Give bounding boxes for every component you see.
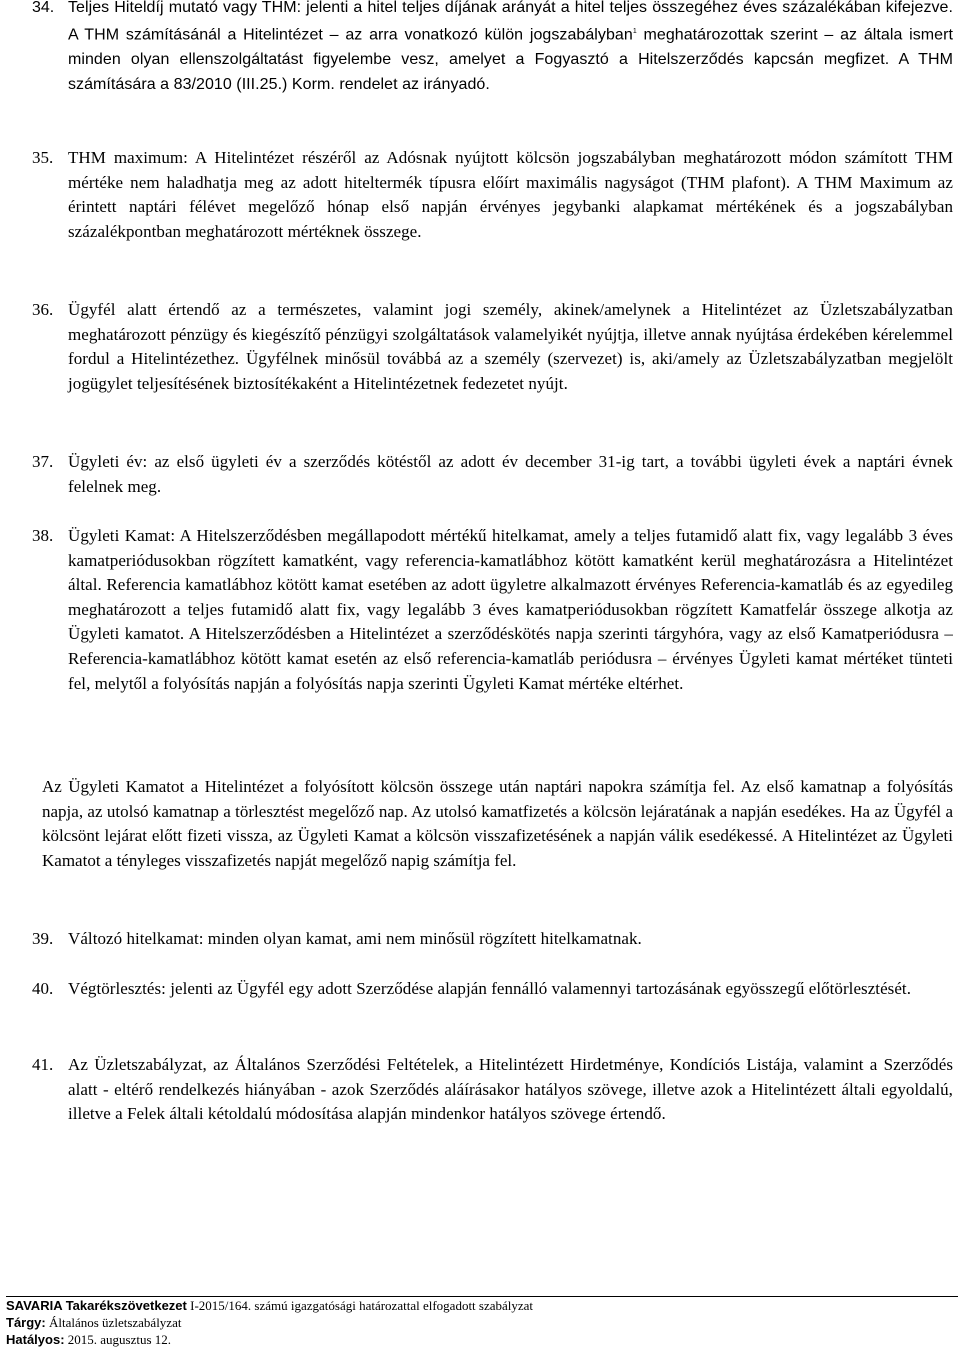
footer-subject-label: Tárgy: xyxy=(6,1315,46,1330)
page-footer xyxy=(6,1296,956,1348)
item-number: 41. xyxy=(32,1055,54,1074)
footer-org-line xyxy=(6,1296,956,1314)
item-text: Végtörlesztés: jelenti az Ügyfél egy adott Szerződése alapján fennálló valamennyi tartozásának egyösszegű előtörlesztését. xyxy=(68,979,912,998)
footer-effective-line xyxy=(6,1331,956,1348)
item-number: 35. xyxy=(32,148,54,167)
item-text: Teljes Hiteldíj mutató vagy THM: jelenti a hitel teljes díjának arányát a hitel teljes összegéhez éves százalékában kifejezve. A THM számításánál a Hitelintézet – az arra vonatkozó külön jogszabályban$^1$ meghatározottak szerint – az általa ismert minden olyan ellenszolgáltatást figyelembe vesz, amelyet a Fogyasztó a Hitelszerződés kapcsán megfizet. A THM számítására a 83/2010 (III.25.) Korm. rendelet az irányadó. xyxy=(68,0,953,93)
item-35 xyxy=(0,146,955,244)
footer-effective-label: Hatályos: xyxy=(6,1332,65,1347)
item-number: 39. xyxy=(32,929,54,948)
footer-subject-value: Általános üzletszabályzat xyxy=(45,1315,182,1330)
item-34 xyxy=(0,0,955,97)
item-text: Ügyleti Kamat: A Hitelszerződésben megállapodott mértékű hitelkamat, amely a teljes futamidő alatt fix, vagy legalább 3 éves kamatperiódusokban rögzített kamatként, vagy referencia-kamatlábhoz kötött kamatként kerül meghatározásra a Hitelintézet által. Referencia kamatlábhoz kötött kamat esetében az adott ügyletre alkalmazott érvényes Referencia-kamatláb és az egyedileg meghatározott a teljes futamidő alatt fix, vagy legalább 3 éves kamatperiódusokban rögzített Kamatfelár összege alkotja az Ügyleti kamatot. A Hitelszerződésben a Hitelintézet a szerződéskötés napja szerinti tárgyhóra, vagy az első Kamatperiódusra – Referencia-kamatlábhoz kötött kamat esetén az első referencia-kamatláb periódusra – érvényes Ügyleti kamat mértéket tünteti fel, melytől a folyósítás napján a folyósítás napja szerinti Ügyleti Kamat mértéke eltérhet. xyxy=(68,526,953,693)
item-number: 37. xyxy=(32,452,54,471)
footer-org: SAVARIA Takarékszövetkezet xyxy=(6,1298,187,1313)
item-41 xyxy=(0,1053,955,1127)
item-37 xyxy=(0,450,955,499)
paragraph-interest-calculation: Az Ügyleti Kamatot a Hitelintézet a folyósított kölcsön összege után naptári napokra számítja fel. Az első kamatnap a folyósítás napja, az utolsó kamatnap a törlesztést megelőző nap. Az utolsó kamatfizetés a kölcsön lejáratának a napján esedékes. Ha az Ügyfél a kölcsönt lejárat előtt fizeti vissza, az Ügyleti Kamat a kölcsön visszafizetésének a napján válik esedékessé. A Hitelintézet az Ügyleti Kamatot a tényleges visszafizetés napját megelőző napig számítja fel. xyxy=(42,777,953,870)
footer-effective-value: 2015. augusztus 12. xyxy=(64,1332,172,1347)
item-38 xyxy=(0,524,955,696)
item-text: Ügyleti év: az első ügyleti év a szerződés kötéstől az adott év december 31-ig tart, a további ügyleti évek a naptári évnek felelnek meg. xyxy=(68,452,953,496)
item-number: 36. xyxy=(32,300,54,319)
item-36 xyxy=(0,298,955,396)
item-number: 40. xyxy=(32,979,54,998)
item-text: Változó hitelkamat: minden olyan kamat, ami nem minősül rögzített hitelkamatnak. xyxy=(68,929,642,948)
item-39 xyxy=(0,927,955,952)
footer-divider xyxy=(6,1296,958,1297)
item-number: 34. xyxy=(32,0,55,16)
item-text: Az Üzletszabályzat, az Általános Szerződési Feltételek, a Hitelintézett Hirdetménye, Kondíciós Listája, valamint a Szerződés alatt - eltérő rendelkezés hiányában - azok Szerződés aláírásakor hatályos szövege, illetve azok a Hitelintézett általi egyoldalú, illetve a Felek általi kétoldalú módosítása alapján mindenkor hatályos szövege értendő. xyxy=(68,1055,953,1124)
footer-decision: I-2015/164. számú igazgatósági határozattal elfogadott szabályzat xyxy=(186,1298,534,1313)
footnote-marker: 1 xyxy=(632,28,637,36)
footer-subject-line xyxy=(6,1314,956,1331)
item-number: 38. xyxy=(32,526,54,545)
item-text: THM maximum: A Hitelintézet részéről az Adósnak nyújtott kölcsön jogszabályban meghatározott módon számított THM mértéke nem haladhatja meg az adott hiteltermék típusra előírt maximális nagyságot (THM plafont). A THM Maximum az érintett naptári félévet megelőző hónap első napján érvényes jegybanki alapkamat mértékének és a jogszabályban százalékpontban meghatározott mértéknek összege. xyxy=(68,148,953,241)
item-text: Ügyfél alatt értendő az a természetes, valamint jogi személy, akinek/amelynek a Hitelintézet az Üzletszabályzatban meghatározott pénzügy és kiegészítő pénzügyi szolgáltatások valamelyikét nyújtja, illetve annak nyújtása érdekében kérelemmel fordul a Hitelintézethez. Ügyfélnek minősül továbbá az a személy (szervezet) is, aki/amely az Üzletszabályzatban megjelölt jogügylet teljesítésének biztosítékaként a Hitelintézetnek fedezetet nyújt. xyxy=(68,300,953,393)
item-40 xyxy=(0,977,955,1002)
